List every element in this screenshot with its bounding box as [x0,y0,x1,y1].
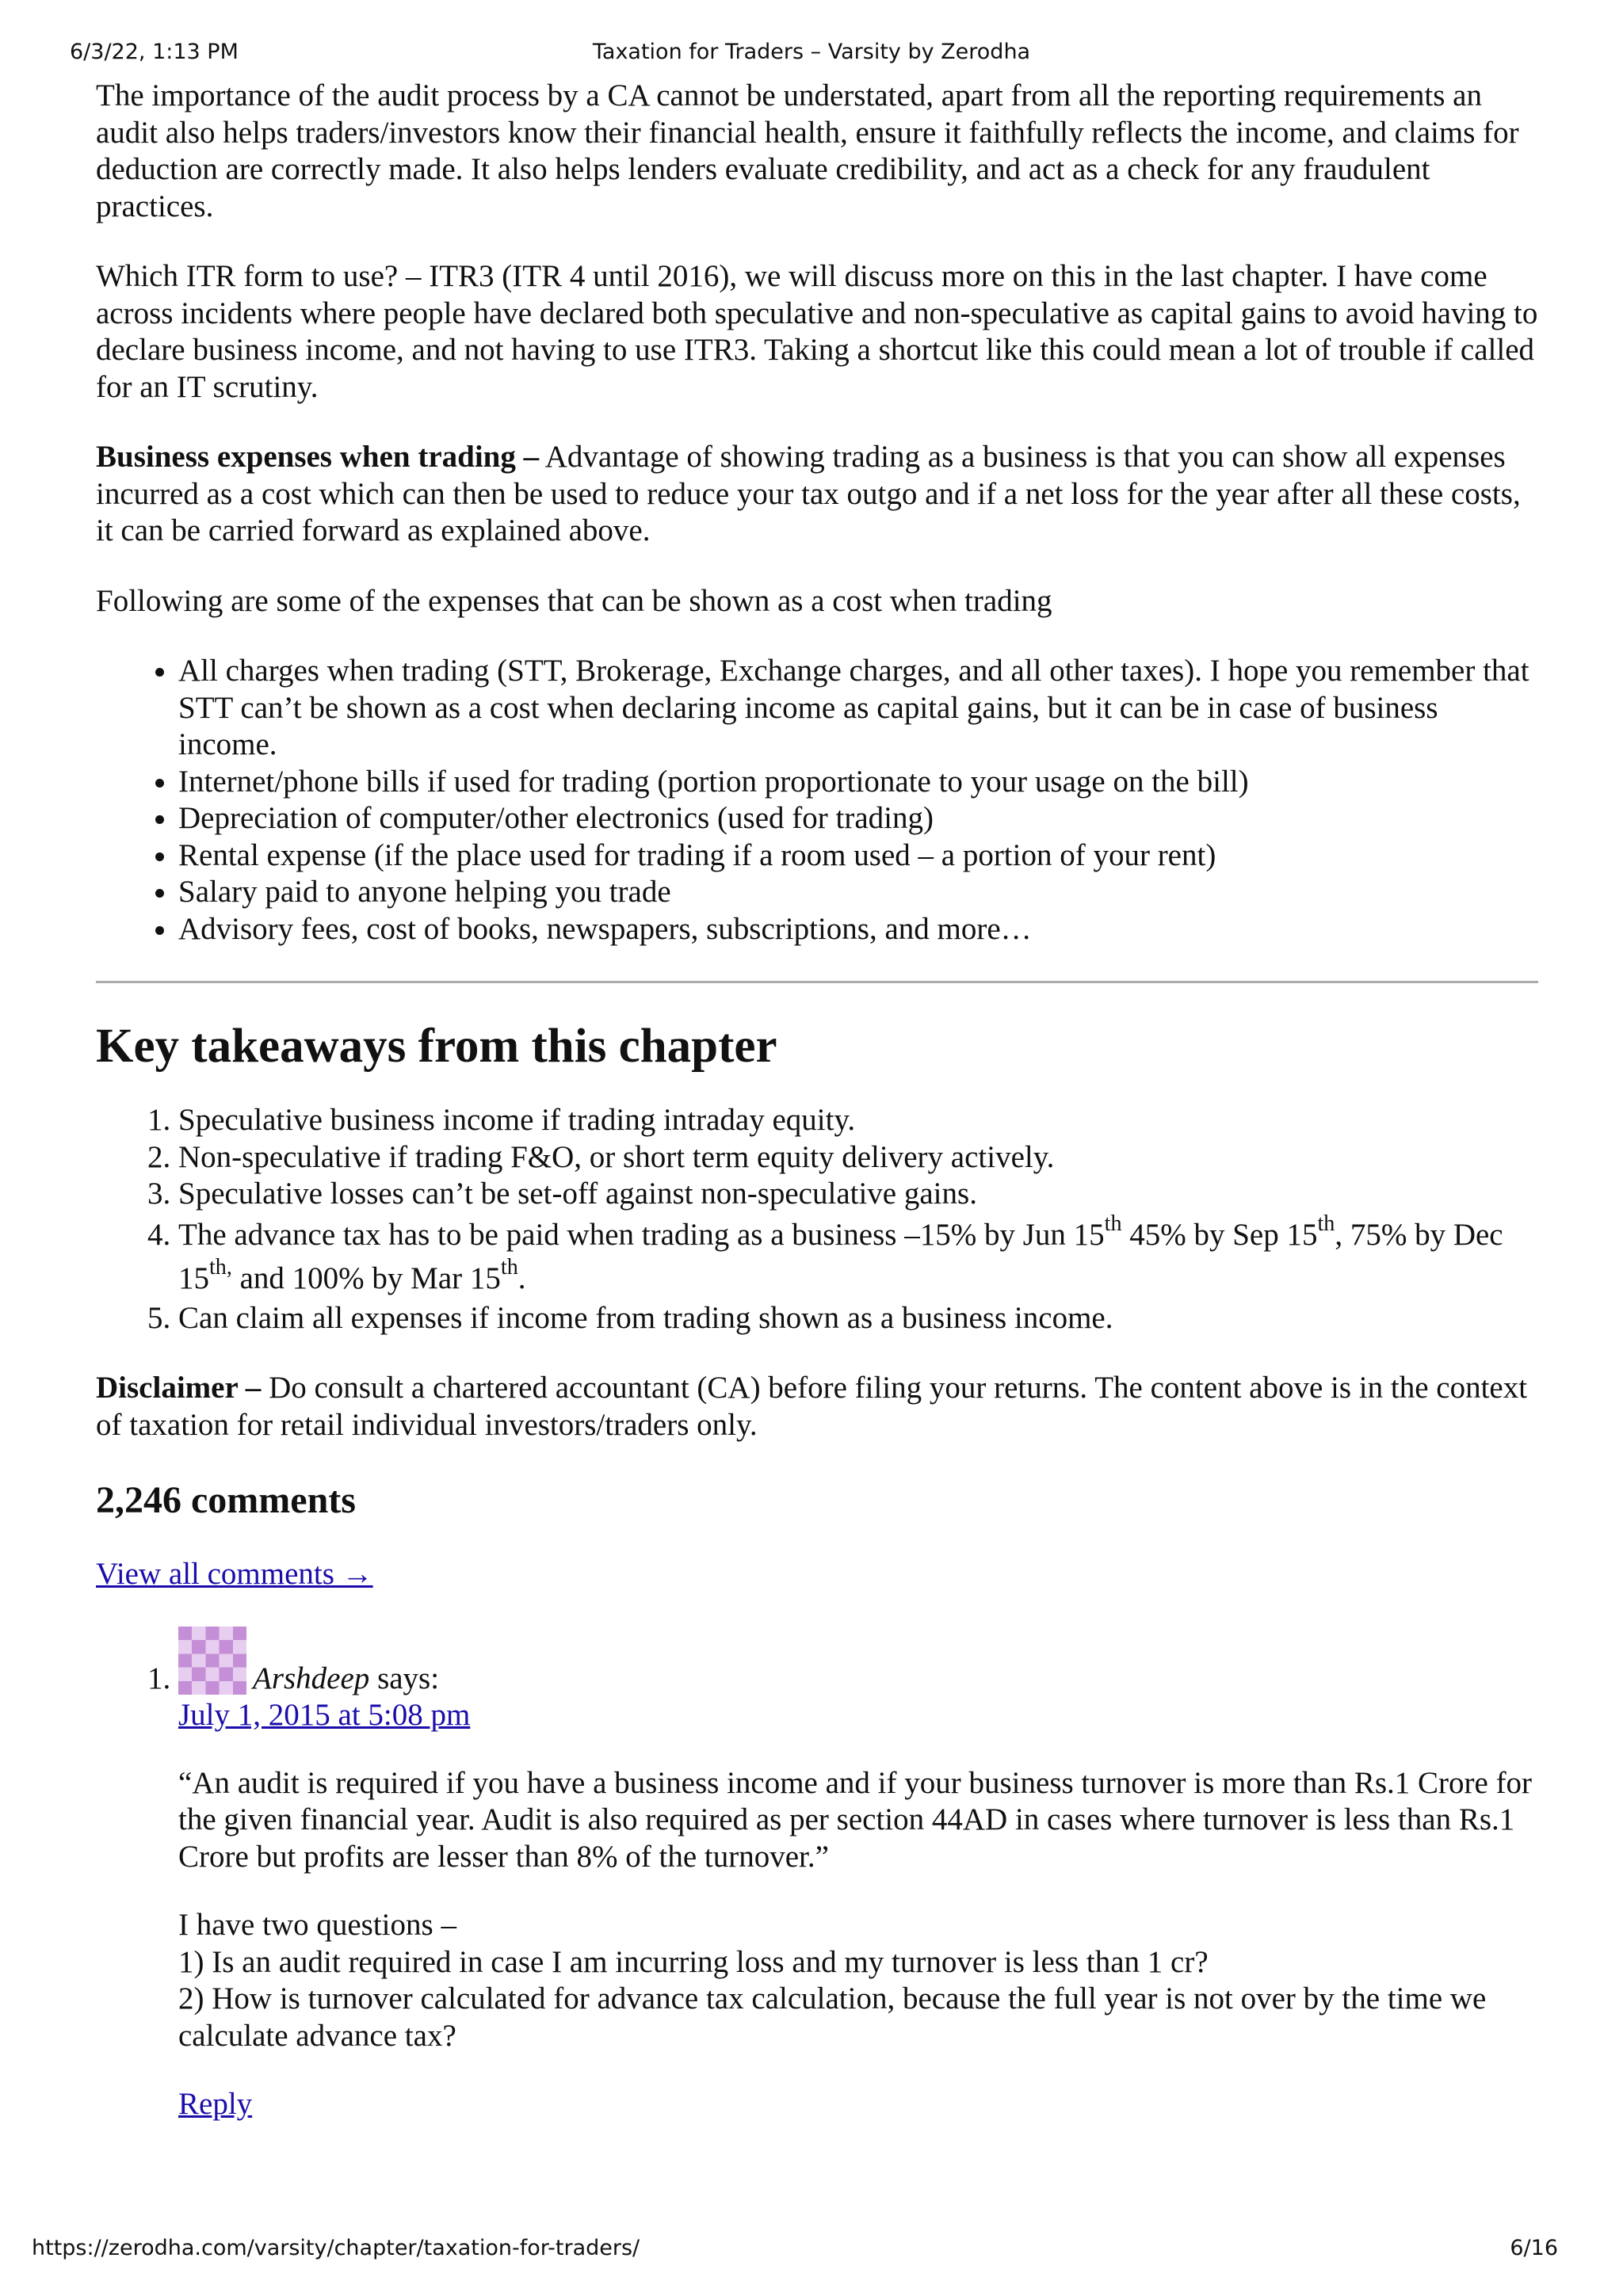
list-item: • Advisory fees, cost of books, newspapers, subscriptions, and more… [178,911,1538,948]
business-expenses-text: Advantage of showing trading as a business is that you can show all expenses incurred as a cost which can then be used to reduce your tax outgo and if a net loss for the year after all these costs, it can be carried forward as explained above. [96,440,1521,547]
comment-question-intro: I have two questions – [178,1908,456,1942]
comments-count: 2,246 comments [96,1479,356,1521]
comment-questions [178,1907,1538,2054]
disclaimer-label: Disclaimer – [96,1371,262,1405]
print-footer [0,2236,1623,2264]
article-content [96,78,1538,2155]
superscript: th [1317,1211,1335,1236]
advance-tax-text-5: . [517,1261,526,1295]
business-expenses-paragraph [96,439,1538,550]
comment [178,1627,1538,2123]
takeaways-list [96,1102,1538,1337]
avatar [178,1627,246,1695]
comment-list [96,1627,1538,2123]
expenses-list [96,653,1538,948]
list-item: • Rental expense (if the place used for trading if a room used – a portion of your rent) [178,837,1538,875]
advance-tax-text-3: , 75% by Dec 15 [178,1217,1503,1295]
list-item: • All charges when trading (STT, Brokerage, Exchange charges, and all other taxes). I hope you remember that STT can’t be shown as a cost when declaring income as capital gains, but it can be in case of business income. [178,653,1538,764]
print-header [0,40,1623,68]
comment-header [178,1627,1538,1765]
comment-says: says: [369,1661,440,1695]
disclaimer-text: Do consult a chartered accountant (CA) before filing your returns. The content above is in the context of taxation for retail individual investors/traders only. [96,1371,1528,1442]
view-all-comments-row [96,1556,1538,1593]
section-divider [96,981,1538,983]
comment-question-2: 2) How is turnover calculated for advance tax calculation, because the full year is not over by the time we calculate advance tax? [178,1981,1487,2053]
superscript: th [1104,1211,1122,1236]
advance-tax-text-1: The advance tax has to be paid when trading as a business –15% by Jun 15 [178,1217,1105,1252]
advance-tax-text-2: 45% by Sep 15 [1121,1217,1318,1252]
list-item: 5. Can claim all expenses if income from trading shown as a business income. [178,1300,1538,1337]
comment-author: Arshdeep [253,1661,370,1695]
list-item: 3. Speculative losses can’t be set-off against non-speculative gains. [178,1176,1538,1213]
disclaimer [96,1370,1538,1444]
itr-form-paragraph: Which ITR form to use? – ITR3 (ITR 4 until 2016), we will discuss more on this in the last chapter. I have come across incidents where people have declared both speculative and non-speculative as capital gains to avoid having to declare business income, and not having to use ITR3. Taking a shortcut like this could mean a lot of trouble if called for an IT scrutiny. [96,259,1538,404]
print-datetime: 6/3/22, 1:13 PM [70,40,239,64]
expenses-intro: Following are some of the expenses that can be shown as a cost when trading [96,583,1052,618]
superscript: th [500,1254,518,1280]
business-expenses-label: Business expenses when trading – [96,440,540,474]
superscript: th, [209,1254,232,1280]
audit-paragraph: The importance of the audit process by a CA cannot be understated, apart from all the reporting requirements an audit also helps traders/investors know their financial health, ensure it faithfully reflects the income, and claims for deduction are correctly made. It also helps lenders evaluate credibility, and act as a check for any fraudulent practices. [96,78,1519,223]
print-page-number: 6/16 [1510,2236,1558,2260]
list-item: • Internet/phone bills if used for trading (portion proportionate to your usage on the bill) [178,764,1538,801]
reply-row [178,2086,1538,2123]
comment-quote: “An audit is required if you have a business income and if your business turnover is more than Rs.1 Crore for the given financial year. Audit is also required as per section 44AD in cases where turnover is less than Rs.1 Crore but profits are lesser than 8% of the turnover.” [178,1765,1533,1874]
view-all-comments-link[interactable]: View all comments → [96,1557,373,1591]
advance-tax-text-4: and 100% by Mar 15 [231,1261,501,1295]
list-item: 2. Non-speculative if trading F&O, or short term equity delivery actively. [178,1139,1538,1177]
list-item: 1. Speculative business income if trading intraday equity. [178,1102,1538,1139]
print-page-title: Taxation for Traders – Varsity by Zerodha [592,40,1031,64]
reply-link[interactable]: Reply [178,2087,253,2121]
print-url: https://zerodha.com/varsity/chapter/taxation-for-traders/ [32,2236,640,2260]
list-item [178,1213,1538,1300]
comment-date-link[interactable]: July 1, 2015 at 5:08 pm [178,1697,471,1732]
list-item: • Salary paid to anyone helping you trade [178,874,1538,911]
takeaways-heading: Key takeaways from this chapter [96,1020,777,1073]
list-item: • Depreciation of computer/other electronics (used for trading) [178,800,1538,837]
comment-question-1: 1) Is an audit required in case I am incurring loss and my turnover is less than 1 cr? [178,1944,1209,1979]
